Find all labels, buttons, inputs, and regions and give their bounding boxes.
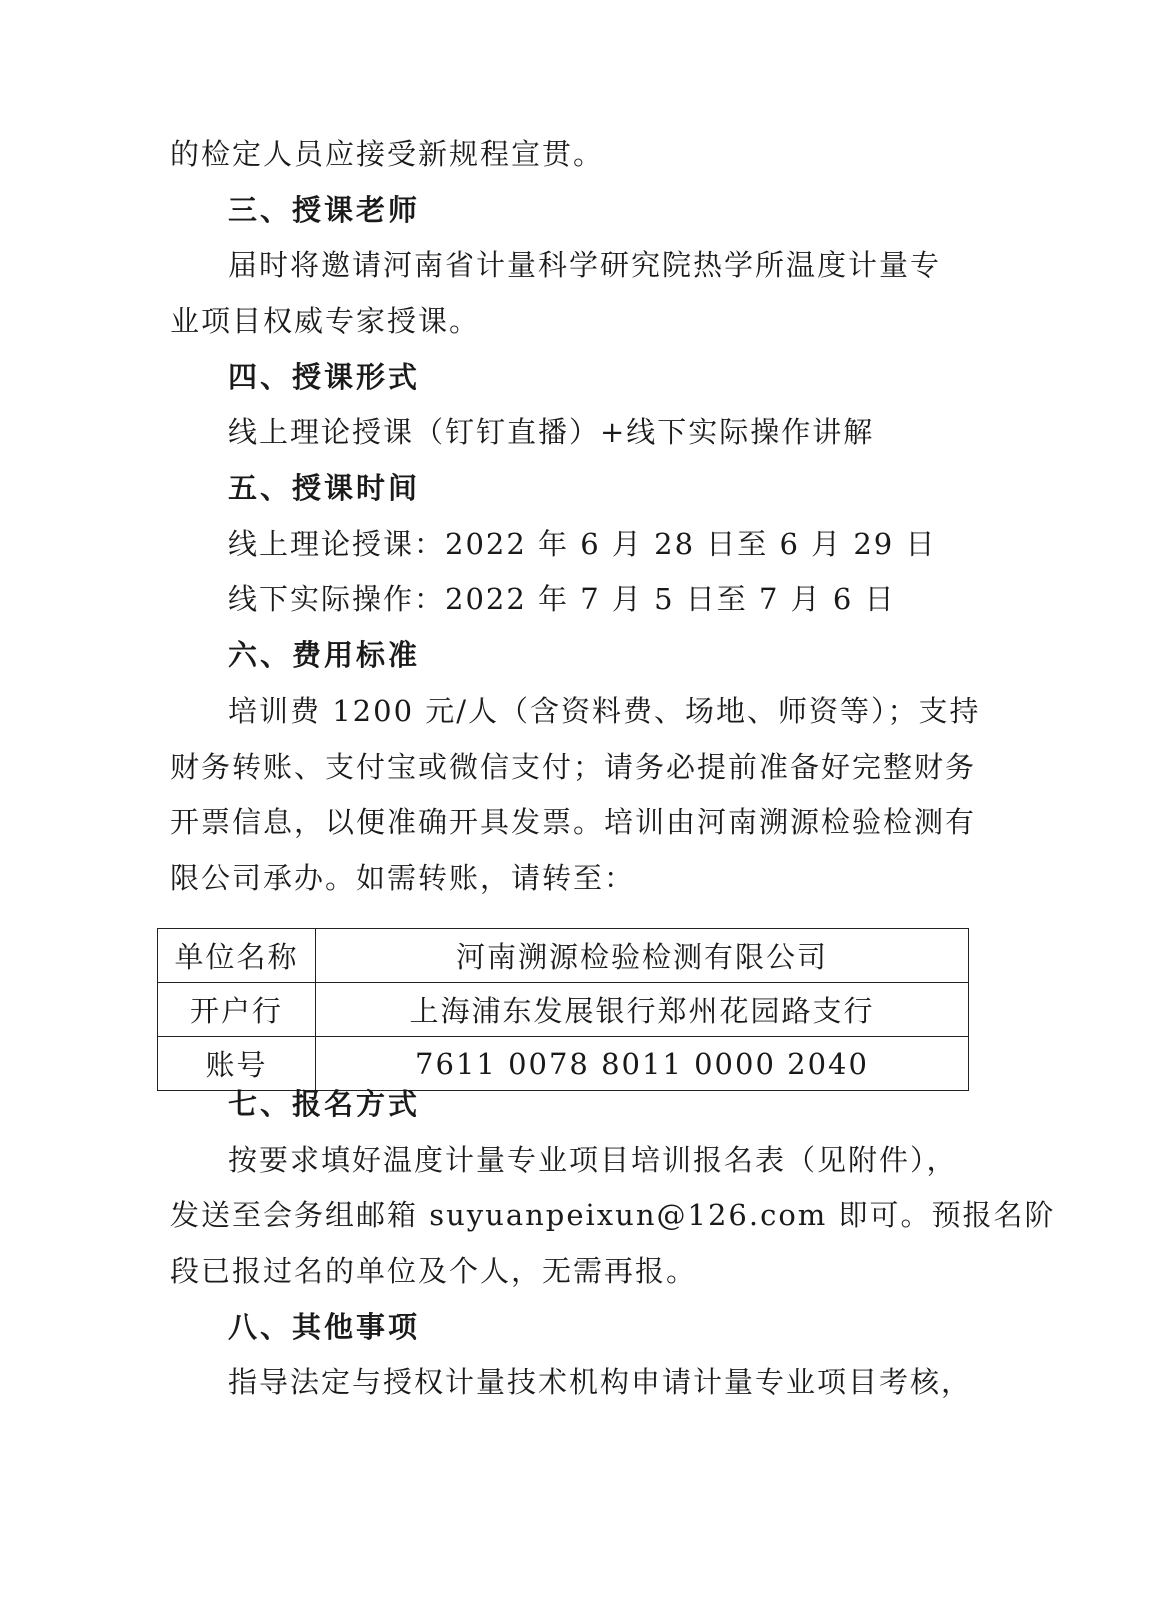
paragraph-line: 届时将邀请河南省计量科学研究院热学所温度计量专 bbox=[228, 248, 942, 282]
paragraph-line: 开票信息，以便准确开具发票。培训由河南溯源检验检测有 bbox=[170, 805, 977, 839]
paragraph-line: 指导法定与授权计量技术机构申请计量专业项目考核， bbox=[228, 1365, 973, 1399]
paragraph-line: 线下实际操作：2022 年 7 月 5 日至 7 月 6 日 bbox=[228, 582, 896, 616]
table-cell-label: 开户行 bbox=[158, 983, 316, 1037]
section-heading-format: 四、授课形式 bbox=[228, 360, 421, 394]
section-heading-other: 八、其他事项 bbox=[228, 1310, 421, 1344]
section-heading-registration: 七、报名方式 bbox=[228, 1087, 421, 1121]
paragraph-line: 的检定人员应接受新规程宣贯。 bbox=[170, 137, 605, 171]
paragraph-line: 业项目权威专家授课。 bbox=[170, 304, 481, 338]
table-row bbox=[158, 929, 969, 983]
paragraph-line: 线上理论授课（钉钉直播）+线下实际操作讲解 bbox=[228, 415, 875, 449]
paragraph-line: 按要求填好温度计量专业项目培训报名表（见附件）， bbox=[228, 1143, 958, 1177]
table-cell-value: 河南溯源检验检测有限公司 bbox=[316, 929, 969, 983]
table-cell-value: 上海浦东发展银行郑州花园路支行 bbox=[316, 983, 969, 1037]
table-row bbox=[158, 983, 969, 1037]
table-row bbox=[158, 1037, 969, 1091]
paragraph-line: 线上理论授课：2022 年 6 月 28 日至 6 月 29 日 bbox=[228, 527, 937, 561]
bank-account-table bbox=[157, 928, 969, 1091]
table-cell-label: 账号 bbox=[158, 1037, 316, 1091]
paragraph-line: 段已报过名的单位及个人，无需再报。 bbox=[170, 1254, 698, 1288]
paragraph-line: 限公司承办。如需转账，请转至： bbox=[170, 861, 636, 895]
paragraph-line: 财务转账、支付宝或微信支付；请务必提前准备好完整财务 bbox=[170, 750, 977, 784]
table-cell-label: 单位名称 bbox=[158, 929, 316, 983]
paragraph-line: 培训费 1200 元/人（含资料费、场地、师资等）；支持 bbox=[228, 694, 981, 728]
section-heading-fees: 六、费用标准 bbox=[228, 638, 421, 672]
table-cell-value: 7611 0078 8011 0000 2040 bbox=[316, 1037, 969, 1091]
paragraph-line: 发送至会务组邮箱 suyuanpeixun@126.com 即可。预报名阶 bbox=[170, 1198, 1056, 1232]
section-heading-teachers: 三、授课老师 bbox=[228, 193, 421, 227]
section-heading-time: 五、授课时间 bbox=[228, 471, 421, 505]
